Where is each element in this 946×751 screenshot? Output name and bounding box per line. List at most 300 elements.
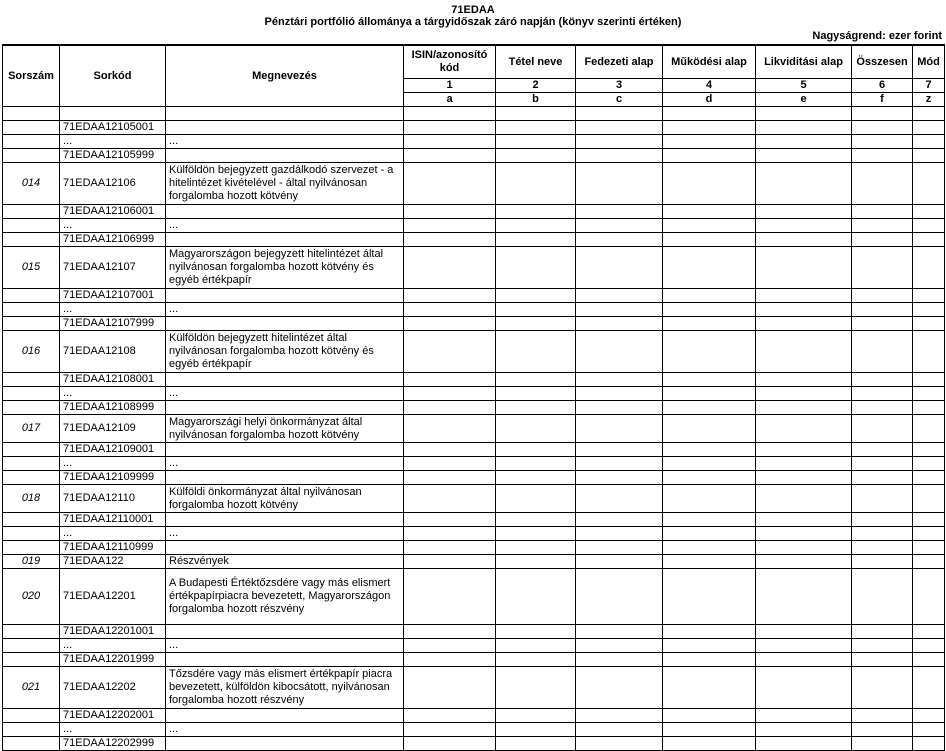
row-sorkod: 71EDAA12201001	[60, 625, 166, 639]
cell-mod[interactable]	[913, 107, 945, 121]
cell-fedezeti[interactable]	[576, 653, 663, 667]
row-sorszam	[3, 709, 60, 723]
cell-tetel[interactable]	[496, 121, 576, 135]
cell-tetel[interactable]	[496, 163, 576, 205]
cell-likviditasi[interactable]	[756, 219, 852, 233]
cell-mod[interactable]	[913, 303, 945, 317]
cell-tetel[interactable]	[496, 667, 576, 709]
table-row	[3, 443, 945, 457]
cell-osszesen[interactable]	[852, 415, 913, 443]
cell-isin[interactable]	[404, 107, 496, 121]
cell-osszesen[interactable]	[852, 569, 913, 625]
cell-fedezeti[interactable]	[576, 331, 663, 373]
cell-isin[interactable]	[404, 121, 496, 135]
cell-mod[interactable]	[913, 527, 945, 541]
cell-tetel[interactable]	[496, 639, 576, 653]
cell-mod[interactable]	[913, 135, 945, 149]
row-sorkod: ...	[60, 219, 166, 233]
cell-mod[interactable]	[913, 513, 945, 527]
cell-mukodesi[interactable]	[663, 163, 756, 205]
cell-fedezeti[interactable]	[576, 541, 663, 555]
cell-fedezeti[interactable]	[576, 135, 663, 149]
cell-likviditasi[interactable]	[756, 107, 852, 121]
cell-isin[interactable]	[404, 387, 496, 401]
table-row	[3, 709, 945, 723]
cell-mukodesi[interactable]	[663, 485, 756, 513]
cell-likviditasi[interactable]	[756, 401, 852, 415]
cell-likviditasi[interactable]	[756, 317, 852, 331]
cell-likviditasi[interactable]	[756, 163, 852, 205]
cell-likviditasi[interactable]	[756, 247, 852, 289]
cell-tetel[interactable]	[496, 387, 576, 401]
cell-osszesen[interactable]	[852, 149, 913, 163]
cell-fedezeti[interactable]	[576, 233, 663, 247]
row-sorszam	[3, 205, 60, 219]
cell-isin[interactable]	[404, 163, 496, 205]
cell-mukodesi[interactable]	[663, 639, 756, 653]
row-megnevezes: ...	[166, 457, 404, 471]
cell-mod[interactable]	[913, 625, 945, 639]
table-row	[3, 289, 945, 303]
cell-isin[interactable]	[404, 541, 496, 555]
cell-fedezeti[interactable]	[576, 513, 663, 527]
cell-mukodesi[interactable]	[663, 513, 756, 527]
cell-isin[interactable]	[404, 485, 496, 513]
cell-osszesen[interactable]	[852, 163, 913, 205]
table-row	[3, 723, 945, 737]
cell-tetel[interactable]	[496, 513, 576, 527]
cell-mod[interactable]	[913, 387, 945, 401]
cell-mukodesi[interactable]	[663, 723, 756, 737]
row-megnevezes	[166, 149, 404, 163]
cell-osszesen[interactable]	[852, 107, 913, 121]
cell-fedezeti[interactable]	[576, 443, 663, 457]
cell-mukodesi[interactable]	[663, 569, 756, 625]
cell-likviditasi[interactable]	[756, 555, 852, 569]
row-sorkod: ...	[60, 527, 166, 541]
cell-likviditasi[interactable]	[756, 443, 852, 457]
row-sorkod: 71EDAA12110001	[60, 513, 166, 527]
cell-tetel[interactable]	[496, 135, 576, 149]
row-sorszam	[3, 471, 60, 485]
col-header-osszesen: Összesen	[852, 45, 913, 79]
cell-mukodesi[interactable]	[663, 401, 756, 415]
cell-tetel[interactable]	[496, 709, 576, 723]
row-sorszam	[3, 135, 60, 149]
cell-osszesen[interactable]	[852, 401, 913, 415]
row-sorszam: 014	[3, 163, 60, 205]
cell-isin[interactable]	[404, 471, 496, 485]
table-row	[3, 135, 945, 149]
cell-tetel[interactable]	[496, 569, 576, 625]
row-sorkod: 71EDAA12106001	[60, 205, 166, 219]
cell-tetel[interactable]	[496, 289, 576, 303]
table-row	[3, 401, 945, 415]
cell-tetel[interactable]	[496, 219, 576, 233]
row-sorkod: ...	[60, 387, 166, 401]
cell-tetel[interactable]	[496, 317, 576, 331]
table-row	[3, 555, 945, 569]
cell-likviditasi[interactable]	[756, 541, 852, 555]
cell-fedezeti[interactable]	[576, 527, 663, 541]
cell-osszesen[interactable]	[852, 387, 913, 401]
table-row	[3, 107, 945, 121]
cell-tetel[interactable]	[496, 107, 576, 121]
cell-osszesen[interactable]	[852, 443, 913, 457]
cell-likviditasi[interactable]	[756, 625, 852, 639]
cell-mukodesi[interactable]	[663, 373, 756, 387]
row-megnevezes: ...	[166, 527, 404, 541]
row-sorkod: 71EDAA12202999	[60, 737, 166, 751]
cell-isin[interactable]	[404, 233, 496, 247]
cell-mod[interactable]	[913, 569, 945, 625]
row-sorkod: 71EDAA12106	[60, 163, 166, 205]
cell-mukodesi[interactable]	[663, 667, 756, 709]
cell-tetel[interactable]	[496, 149, 576, 163]
row-megnevezes	[166, 121, 404, 135]
cell-mod[interactable]	[913, 541, 945, 555]
cell-isin[interactable]	[404, 415, 496, 443]
cell-fedezeti[interactable]	[576, 121, 663, 135]
row-sorkod: 71EDAA12105999	[60, 149, 166, 163]
cell-fedezeti[interactable]	[576, 667, 663, 709]
cell-fedezeti[interactable]	[576, 401, 663, 415]
cell-mukodesi[interactable]	[663, 205, 756, 219]
row-sorkod: 71EDAA12107999	[60, 317, 166, 331]
cell-mukodesi[interactable]	[663, 625, 756, 639]
cell-isin[interactable]	[404, 457, 496, 471]
cell-tetel[interactable]	[496, 443, 576, 457]
cell-isin[interactable]	[404, 555, 496, 569]
cell-osszesen[interactable]	[852, 457, 913, 471]
cell-osszesen[interactable]	[852, 555, 913, 569]
cell-mod[interactable]	[913, 317, 945, 331]
cell-tetel[interactable]	[496, 205, 576, 219]
cell-osszesen[interactable]	[852, 331, 913, 373]
cell-fedezeti[interactable]	[576, 289, 663, 303]
row-sorkod: 71EDAA12105001	[60, 121, 166, 135]
cell-likviditasi[interactable]	[756, 233, 852, 247]
cell-mod[interactable]	[913, 471, 945, 485]
cell-mod[interactable]	[913, 289, 945, 303]
cell-mod[interactable]	[913, 723, 945, 737]
cell-mukodesi[interactable]	[663, 387, 756, 401]
row-megnevezes: ...	[166, 219, 404, 233]
cell-isin[interactable]	[404, 709, 496, 723]
col-header-mukodesi: Működési alap	[663, 45, 756, 79]
cell-fedezeti[interactable]	[576, 303, 663, 317]
cell-tetel[interactable]	[496, 373, 576, 387]
cell-osszesen[interactable]	[852, 667, 913, 709]
row-megnevezes: Tőzsdére vagy más elismert értékpapír piacra bevezetett, külföldön kibocsátott, nyilvánosan forgalomba hozott részvény	[166, 667, 404, 709]
cell-tetel[interactable]	[496, 471, 576, 485]
cell-isin[interactable]	[404, 219, 496, 233]
cell-mod[interactable]	[913, 373, 945, 387]
cell-mod[interactable]	[913, 149, 945, 163]
cell-mukodesi[interactable]	[663, 219, 756, 233]
cell-fedezeti[interactable]	[576, 625, 663, 639]
row-megnevezes	[166, 653, 404, 667]
cell-tetel[interactable]	[496, 457, 576, 471]
cell-isin[interactable]	[404, 135, 496, 149]
cell-osszesen[interactable]	[852, 653, 913, 667]
cell-mukodesi[interactable]	[663, 317, 756, 331]
cell-mukodesi[interactable]	[663, 471, 756, 485]
cell-mukodesi[interactable]	[663, 527, 756, 541]
cell-isin[interactable]	[404, 289, 496, 303]
cell-osszesen[interactable]	[852, 723, 913, 737]
cell-isin[interactable]	[404, 317, 496, 331]
cell-fedezeti[interactable]	[576, 471, 663, 485]
col-letter: b	[496, 93, 576, 107]
cell-isin[interactable]	[404, 331, 496, 373]
cell-likviditasi[interactable]	[756, 303, 852, 317]
col-header-fedezeti: Fedezeti alap	[576, 45, 663, 79]
cell-mukodesi[interactable]	[663, 555, 756, 569]
cell-mukodesi[interactable]	[663, 541, 756, 555]
cell-fedezeti[interactable]	[576, 569, 663, 625]
row-sorkod: 71EDAA12106999	[60, 233, 166, 247]
row-sorkod: 71EDAA12202	[60, 667, 166, 709]
cell-tetel[interactable]	[496, 541, 576, 555]
table-row	[3, 331, 945, 373]
unit-label: Nagyságrend: ezer forint	[812, 30, 942, 42]
cell-likviditasi[interactable]	[756, 471, 852, 485]
cell-tetel[interactable]	[496, 555, 576, 569]
cell-isin[interactable]	[404, 667, 496, 709]
cell-likviditasi[interactable]	[756, 149, 852, 163]
cell-mukodesi[interactable]	[663, 233, 756, 247]
cell-mukodesi[interactable]	[663, 107, 756, 121]
cell-isin[interactable]	[404, 401, 496, 415]
cell-isin[interactable]	[404, 639, 496, 653]
cell-tetel[interactable]	[496, 401, 576, 415]
cell-tetel[interactable]	[496, 331, 576, 373]
cell-isin[interactable]	[404, 443, 496, 457]
cell-mukodesi[interactable]	[663, 457, 756, 471]
cell-osszesen[interactable]	[852, 513, 913, 527]
cell-mod[interactable]	[913, 121, 945, 135]
cell-tetel[interactable]	[496, 625, 576, 639]
cell-fedezeti[interactable]	[576, 107, 663, 121]
row-sorkod: 71EDAA12107	[60, 247, 166, 289]
cell-isin[interactable]	[404, 149, 496, 163]
cell-likviditasi[interactable]	[756, 331, 852, 373]
cell-mukodesi[interactable]	[663, 289, 756, 303]
cell-mukodesi[interactable]	[663, 653, 756, 667]
cell-likviditasi[interactable]	[756, 373, 852, 387]
cell-mukodesi[interactable]	[663, 149, 756, 163]
cell-fedezeti[interactable]	[576, 709, 663, 723]
cell-osszesen[interactable]	[852, 219, 913, 233]
cell-likviditasi[interactable]	[756, 653, 852, 667]
cell-mukodesi[interactable]	[663, 247, 756, 289]
cell-tetel[interactable]	[496, 653, 576, 667]
cell-fedezeti[interactable]	[576, 317, 663, 331]
cell-likviditasi[interactable]	[756, 387, 852, 401]
cell-likviditasi[interactable]	[756, 569, 852, 625]
cell-isin[interactable]	[404, 513, 496, 527]
cell-mod[interactable]	[913, 331, 945, 373]
cell-isin[interactable]	[404, 303, 496, 317]
cell-osszesen[interactable]	[852, 135, 913, 149]
cell-mod[interactable]	[913, 401, 945, 415]
col-header-likviditasi: Likviditási alap	[756, 45, 852, 79]
cell-mukodesi[interactable]	[663, 415, 756, 443]
table-row	[3, 625, 945, 639]
table-row	[3, 373, 945, 387]
row-megnevezes: Külföldön bejegyzett gazdálkodó szervezet - a hitelintézet kivételével - által nyilvánosan forgalomba hozott kötvény	[166, 163, 404, 205]
row-megnevezes: Részvények	[166, 555, 404, 569]
cell-osszesen[interactable]	[852, 485, 913, 513]
row-sorszam	[3, 541, 60, 555]
cell-mod[interactable]	[913, 709, 945, 723]
col-letter: z	[913, 93, 945, 107]
cell-osszesen[interactable]	[852, 303, 913, 317]
cell-tetel[interactable]	[496, 303, 576, 317]
cell-isin[interactable]	[404, 653, 496, 667]
row-sorszam	[3, 121, 60, 135]
cell-tetel[interactable]	[496, 415, 576, 443]
cell-mod[interactable]	[913, 667, 945, 709]
cell-likviditasi[interactable]	[756, 639, 852, 653]
cell-mukodesi[interactable]	[663, 443, 756, 457]
col-number: 4	[663, 79, 756, 93]
cell-isin[interactable]	[404, 723, 496, 737]
cell-mod[interactable]	[913, 485, 945, 513]
cell-mod[interactable]	[913, 415, 945, 443]
cell-osszesen[interactable]	[852, 233, 913, 247]
row-sorkod: 71EDAA12107001	[60, 289, 166, 303]
row-sorkod: 71EDAA12109001	[60, 443, 166, 457]
cell-osszesen[interactable]	[852, 639, 913, 653]
row-megnevezes	[166, 443, 404, 457]
cell-fedezeti[interactable]	[576, 723, 663, 737]
cell-likviditasi[interactable]	[756, 513, 852, 527]
cell-tetel[interactable]	[496, 723, 576, 737]
cell-likviditasi[interactable]	[756, 527, 852, 541]
row-megnevezes: ...	[166, 387, 404, 401]
cell-mukodesi[interactable]	[663, 135, 756, 149]
cell-osszesen[interactable]	[852, 373, 913, 387]
cell-mod[interactable]	[913, 205, 945, 219]
cell-mod[interactable]	[913, 639, 945, 653]
cell-fedezeti[interactable]	[576, 485, 663, 513]
row-sorszam: 018	[3, 485, 60, 513]
cell-mod[interactable]	[913, 457, 945, 471]
cell-likviditasi[interactable]	[756, 457, 852, 471]
cell-likviditasi[interactable]	[756, 667, 852, 709]
row-megnevezes	[166, 401, 404, 415]
cell-isin[interactable]	[404, 247, 496, 289]
cell-tetel[interactable]	[496, 233, 576, 247]
cell-fedezeti[interactable]	[576, 149, 663, 163]
cell-osszesen[interactable]	[852, 317, 913, 331]
cell-mod[interactable]	[913, 555, 945, 569]
cell-likviditasi[interactable]	[756, 121, 852, 135]
row-megnevezes: Magyarországi helyi önkormányzat által nyilvánosan forgalomba hozott kötvény	[166, 415, 404, 443]
cell-mukodesi[interactable]	[663, 303, 756, 317]
table-row	[3, 205, 945, 219]
cell-likviditasi[interactable]	[756, 205, 852, 219]
cell-fedezeti[interactable]	[576, 247, 663, 289]
cell-osszesen[interactable]	[852, 625, 913, 639]
cell-osszesen[interactable]	[852, 289, 913, 303]
cell-fedezeti[interactable]	[576, 555, 663, 569]
cell-osszesen[interactable]	[852, 121, 913, 135]
cell-mod[interactable]	[913, 219, 945, 233]
row-megnevezes: ...	[166, 723, 404, 737]
cell-fedezeti[interactable]	[576, 163, 663, 205]
cell-likviditasi[interactable]	[756, 723, 852, 737]
row-megnevezes: Külföldi önkormányzat által nyilvánosan forgalomba hozott kötvény	[166, 485, 404, 513]
cell-osszesen[interactable]	[852, 527, 913, 541]
cell-osszesen[interactable]	[852, 709, 913, 723]
cell-osszesen[interactable]	[852, 471, 913, 485]
cell-isin[interactable]	[404, 373, 496, 387]
cell-isin[interactable]	[404, 527, 496, 541]
cell-mod[interactable]	[913, 233, 945, 247]
cell-isin[interactable]	[404, 205, 496, 219]
table-row	[3, 149, 945, 163]
cell-fedezeti[interactable]	[576, 205, 663, 219]
row-sorszam	[3, 289, 60, 303]
table-row	[3, 569, 945, 625]
table-row	[3, 471, 945, 485]
row-megnevezes: Külföldön bejegyzett hitelintézet által nyilvánosan forgalomba hozott kötvény és egyéb értékpapír	[166, 331, 404, 373]
portfolio-table	[2, 44, 945, 751]
table-row	[3, 653, 945, 667]
cell-isin[interactable]	[404, 569, 496, 625]
cell-fedezeti[interactable]	[576, 457, 663, 471]
row-megnevezes	[166, 107, 404, 121]
row-sorkod: 71EDAA12110	[60, 485, 166, 513]
cell-osszesen[interactable]	[852, 205, 913, 219]
table-row	[3, 163, 945, 205]
cell-fedezeti[interactable]	[576, 219, 663, 233]
cell-mod[interactable]	[913, 443, 945, 457]
row-sorkod: 71EDAA12110999	[60, 541, 166, 555]
cell-likviditasi[interactable]	[756, 135, 852, 149]
cell-fedezeti[interactable]	[576, 373, 663, 387]
row-megnevezes	[166, 709, 404, 723]
cell-mod[interactable]	[913, 163, 945, 205]
cell-osszesen[interactable]	[852, 541, 913, 555]
cell-fedezeti[interactable]	[576, 387, 663, 401]
cell-osszesen[interactable]	[852, 247, 913, 289]
col-number: 7	[913, 79, 945, 93]
cell-fedezeti[interactable]	[576, 415, 663, 443]
cell-mukodesi[interactable]	[663, 121, 756, 135]
cell-tetel[interactable]	[496, 247, 576, 289]
row-sorkod: 71EDAA12202001	[60, 709, 166, 723]
cell-fedezeti[interactable]	[576, 639, 663, 653]
cell-isin[interactable]	[404, 625, 496, 639]
cell-likviditasi[interactable]	[756, 485, 852, 513]
cell-mod[interactable]	[913, 247, 945, 289]
cell-likviditasi[interactable]	[756, 289, 852, 303]
cell-tetel[interactable]	[496, 485, 576, 513]
cell-mukodesi[interactable]	[663, 709, 756, 723]
cell-mod[interactable]	[913, 653, 945, 667]
table-row	[3, 457, 945, 471]
cell-likviditasi[interactable]	[756, 415, 852, 443]
cell-tetel[interactable]	[496, 527, 576, 541]
table-row	[3, 639, 945, 653]
row-sorszam	[3, 639, 60, 653]
cell-mukodesi[interactable]	[663, 331, 756, 373]
cell-likviditasi[interactable]	[756, 709, 852, 723]
